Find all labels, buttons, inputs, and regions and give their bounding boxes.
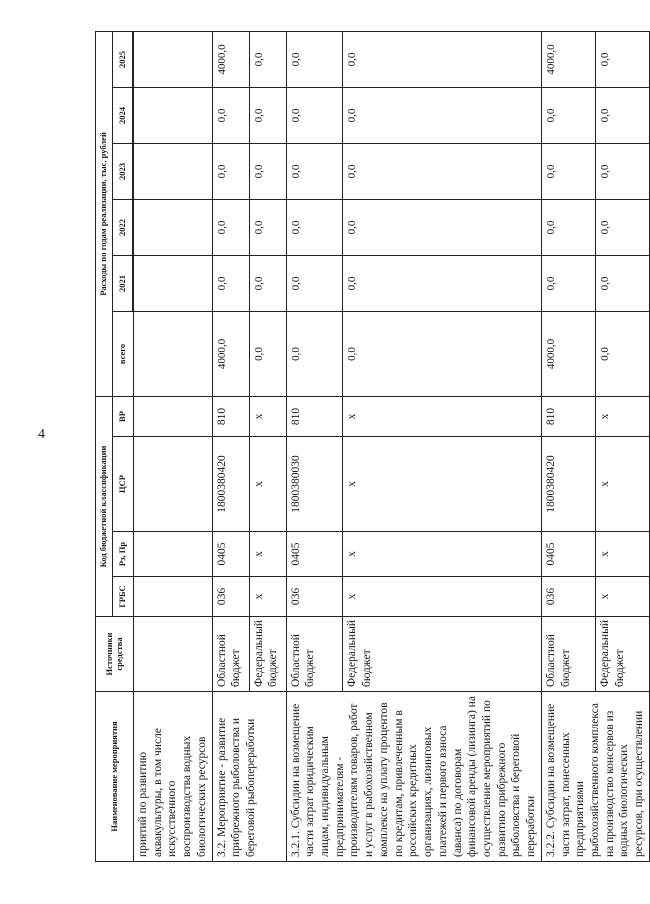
rzpr-cell: х xyxy=(595,532,649,577)
table-row xyxy=(134,31,213,861)
csr-cell: х xyxy=(249,437,286,532)
csr-cell: 1800380030 xyxy=(286,437,343,532)
grbs-cell: х xyxy=(595,577,649,617)
y2023-cell: 0,0 xyxy=(249,144,286,200)
grbs-cell: х xyxy=(343,577,542,617)
header-sources: Источники средства xyxy=(96,617,134,692)
header-y2023: 2023 xyxy=(113,144,133,200)
source-cell: Федеральный бюджет xyxy=(595,617,649,692)
y2024-cell: 0,0 xyxy=(249,88,286,144)
total-cell: 4000,0 xyxy=(212,312,249,397)
y2025-cell: 0,0 xyxy=(595,31,649,87)
y2021-cell: 0,0 xyxy=(286,256,343,312)
table-row xyxy=(212,31,249,861)
y2021-cell: 0,0 xyxy=(212,256,249,312)
vr-cell: 810 xyxy=(541,397,595,437)
header-grbs: ГРБС xyxy=(113,577,134,617)
source-cell: Федеральный бюджет xyxy=(249,617,286,692)
y2024-cell: 0,0 xyxy=(286,88,343,144)
row-name: приятий по развитию аквакультуры, в том числе искусственного воспроизводства водных биологических ресурсов xyxy=(134,692,213,862)
total-cell: 0,0 xyxy=(595,312,649,397)
table-frame xyxy=(95,32,646,862)
header-y2022: 2022 xyxy=(113,200,133,256)
vr-cell: х xyxy=(249,397,286,437)
source-cell: Федеральный бюджет xyxy=(343,617,542,692)
csr-cell: х xyxy=(343,437,542,532)
table-row xyxy=(286,31,343,861)
y2022-cell: 0,0 xyxy=(343,200,542,256)
header-rzpr: Рз, Пр xyxy=(113,532,134,577)
row-name: 3.2.2. Субсидии на возмещение части затрат, понесенных предприятиями рыбохозяйственного комплекса на производство консервов из водных биологических ресурсов, при осуществлении xyxy=(541,692,649,862)
vr-cell: х xyxy=(595,397,649,437)
y2025-cell: 0,0 xyxy=(286,31,343,87)
grbs-cell: х xyxy=(249,577,286,617)
header-y2024: 2024 xyxy=(113,88,133,144)
table-row xyxy=(541,31,595,861)
y2022-cell: 0,0 xyxy=(249,200,286,256)
y2023-cell: 0,0 xyxy=(343,144,542,200)
rzpr-cell: 0405 xyxy=(212,532,249,577)
page-number: 4 xyxy=(38,427,45,442)
header-y2025: 2025 xyxy=(113,31,133,87)
y2022-cell: 0,0 xyxy=(595,200,649,256)
source-cell: Областной бюджет xyxy=(212,617,249,692)
vr-cell: 810 xyxy=(286,397,343,437)
y2021-cell: 0,0 xyxy=(595,256,649,312)
header-expenses: Расходы по годам реализации, тыс. рублей xyxy=(96,31,113,396)
y2025-cell: 4000,0 xyxy=(212,31,249,87)
y2024-cell: 0,0 xyxy=(212,88,249,144)
rzpr-cell: 0405 xyxy=(541,532,595,577)
y2022-cell: 0,0 xyxy=(212,200,249,256)
grbs-cell: 036 xyxy=(541,577,595,617)
y2023-cell: 0,0 xyxy=(541,144,595,200)
y2023-cell: 0,0 xyxy=(595,144,649,200)
vr-cell: х xyxy=(343,397,542,437)
y2021-cell: 0,0 xyxy=(249,256,286,312)
source-cell: Областной бюджет xyxy=(541,617,595,692)
header-total: всего xyxy=(113,312,134,397)
y2021-cell: 0,0 xyxy=(343,256,542,312)
header-csr: ЦСР xyxy=(113,437,134,532)
header-vr: ВР xyxy=(113,397,134,437)
grbs-cell: 036 xyxy=(212,577,249,617)
vr-cell: 810 xyxy=(212,397,249,437)
expenses-table xyxy=(95,31,650,862)
header-budget-code: Код бюджетной классификации xyxy=(96,397,113,617)
y2023-cell: 0,0 xyxy=(286,144,343,200)
csr-cell: х xyxy=(595,437,649,532)
header-y2021: 2021 xyxy=(113,256,133,312)
total-cell: 0,0 xyxy=(249,312,286,397)
total-cell: 0,0 xyxy=(286,312,343,397)
source-cell: Областной бюджет xyxy=(286,617,343,692)
y2022-cell: 0,0 xyxy=(286,200,343,256)
y2024-cell: 0,0 xyxy=(343,88,542,144)
row-name: 3.2. Мероприятие - развитие прибрежного рыболовства и береговой рыбопереработки xyxy=(212,692,286,862)
y2024-cell: 0,0 xyxy=(541,88,595,144)
rzpr-cell: х xyxy=(249,532,286,577)
y2024-cell: 0,0 xyxy=(595,88,649,144)
y2025-cell: 0,0 xyxy=(343,31,542,87)
y2021-cell: 0,0 xyxy=(541,256,595,312)
y2025-cell: 0,0 xyxy=(249,31,286,87)
csr-cell: 1800380420 xyxy=(212,437,249,532)
row-name: 3.2.1. Субсидии на возмещение части затрат юридическим лицам, индивидуальным предпринимателям - производителям товаров, работ и услуг в рыбохозяйственном комплексе на уплату процентов по кредитам, привлеченным в российских кредитных организациях, лизинговых платежей и первого взноса (аванса) по договорам финансовой аренды (лизинга) на осуществление мероприятий по развитию прибрежного рыболовства и береговой переработки xyxy=(286,692,541,862)
rzpr-cell: х xyxy=(343,532,542,577)
header-name: Наименование мероприятия xyxy=(96,692,134,862)
csr-cell: 1800380420 xyxy=(541,437,595,532)
y2022-cell: 0,0 xyxy=(541,200,595,256)
rzpr-cell: 0405 xyxy=(286,532,343,577)
total-cell: 4000,0 xyxy=(541,312,595,397)
total-cell: 0,0 xyxy=(343,312,542,397)
y2023-cell: 0,0 xyxy=(212,144,249,200)
y2025-cell: 4000,0 xyxy=(541,31,595,87)
grbs-cell: 036 xyxy=(286,577,343,617)
